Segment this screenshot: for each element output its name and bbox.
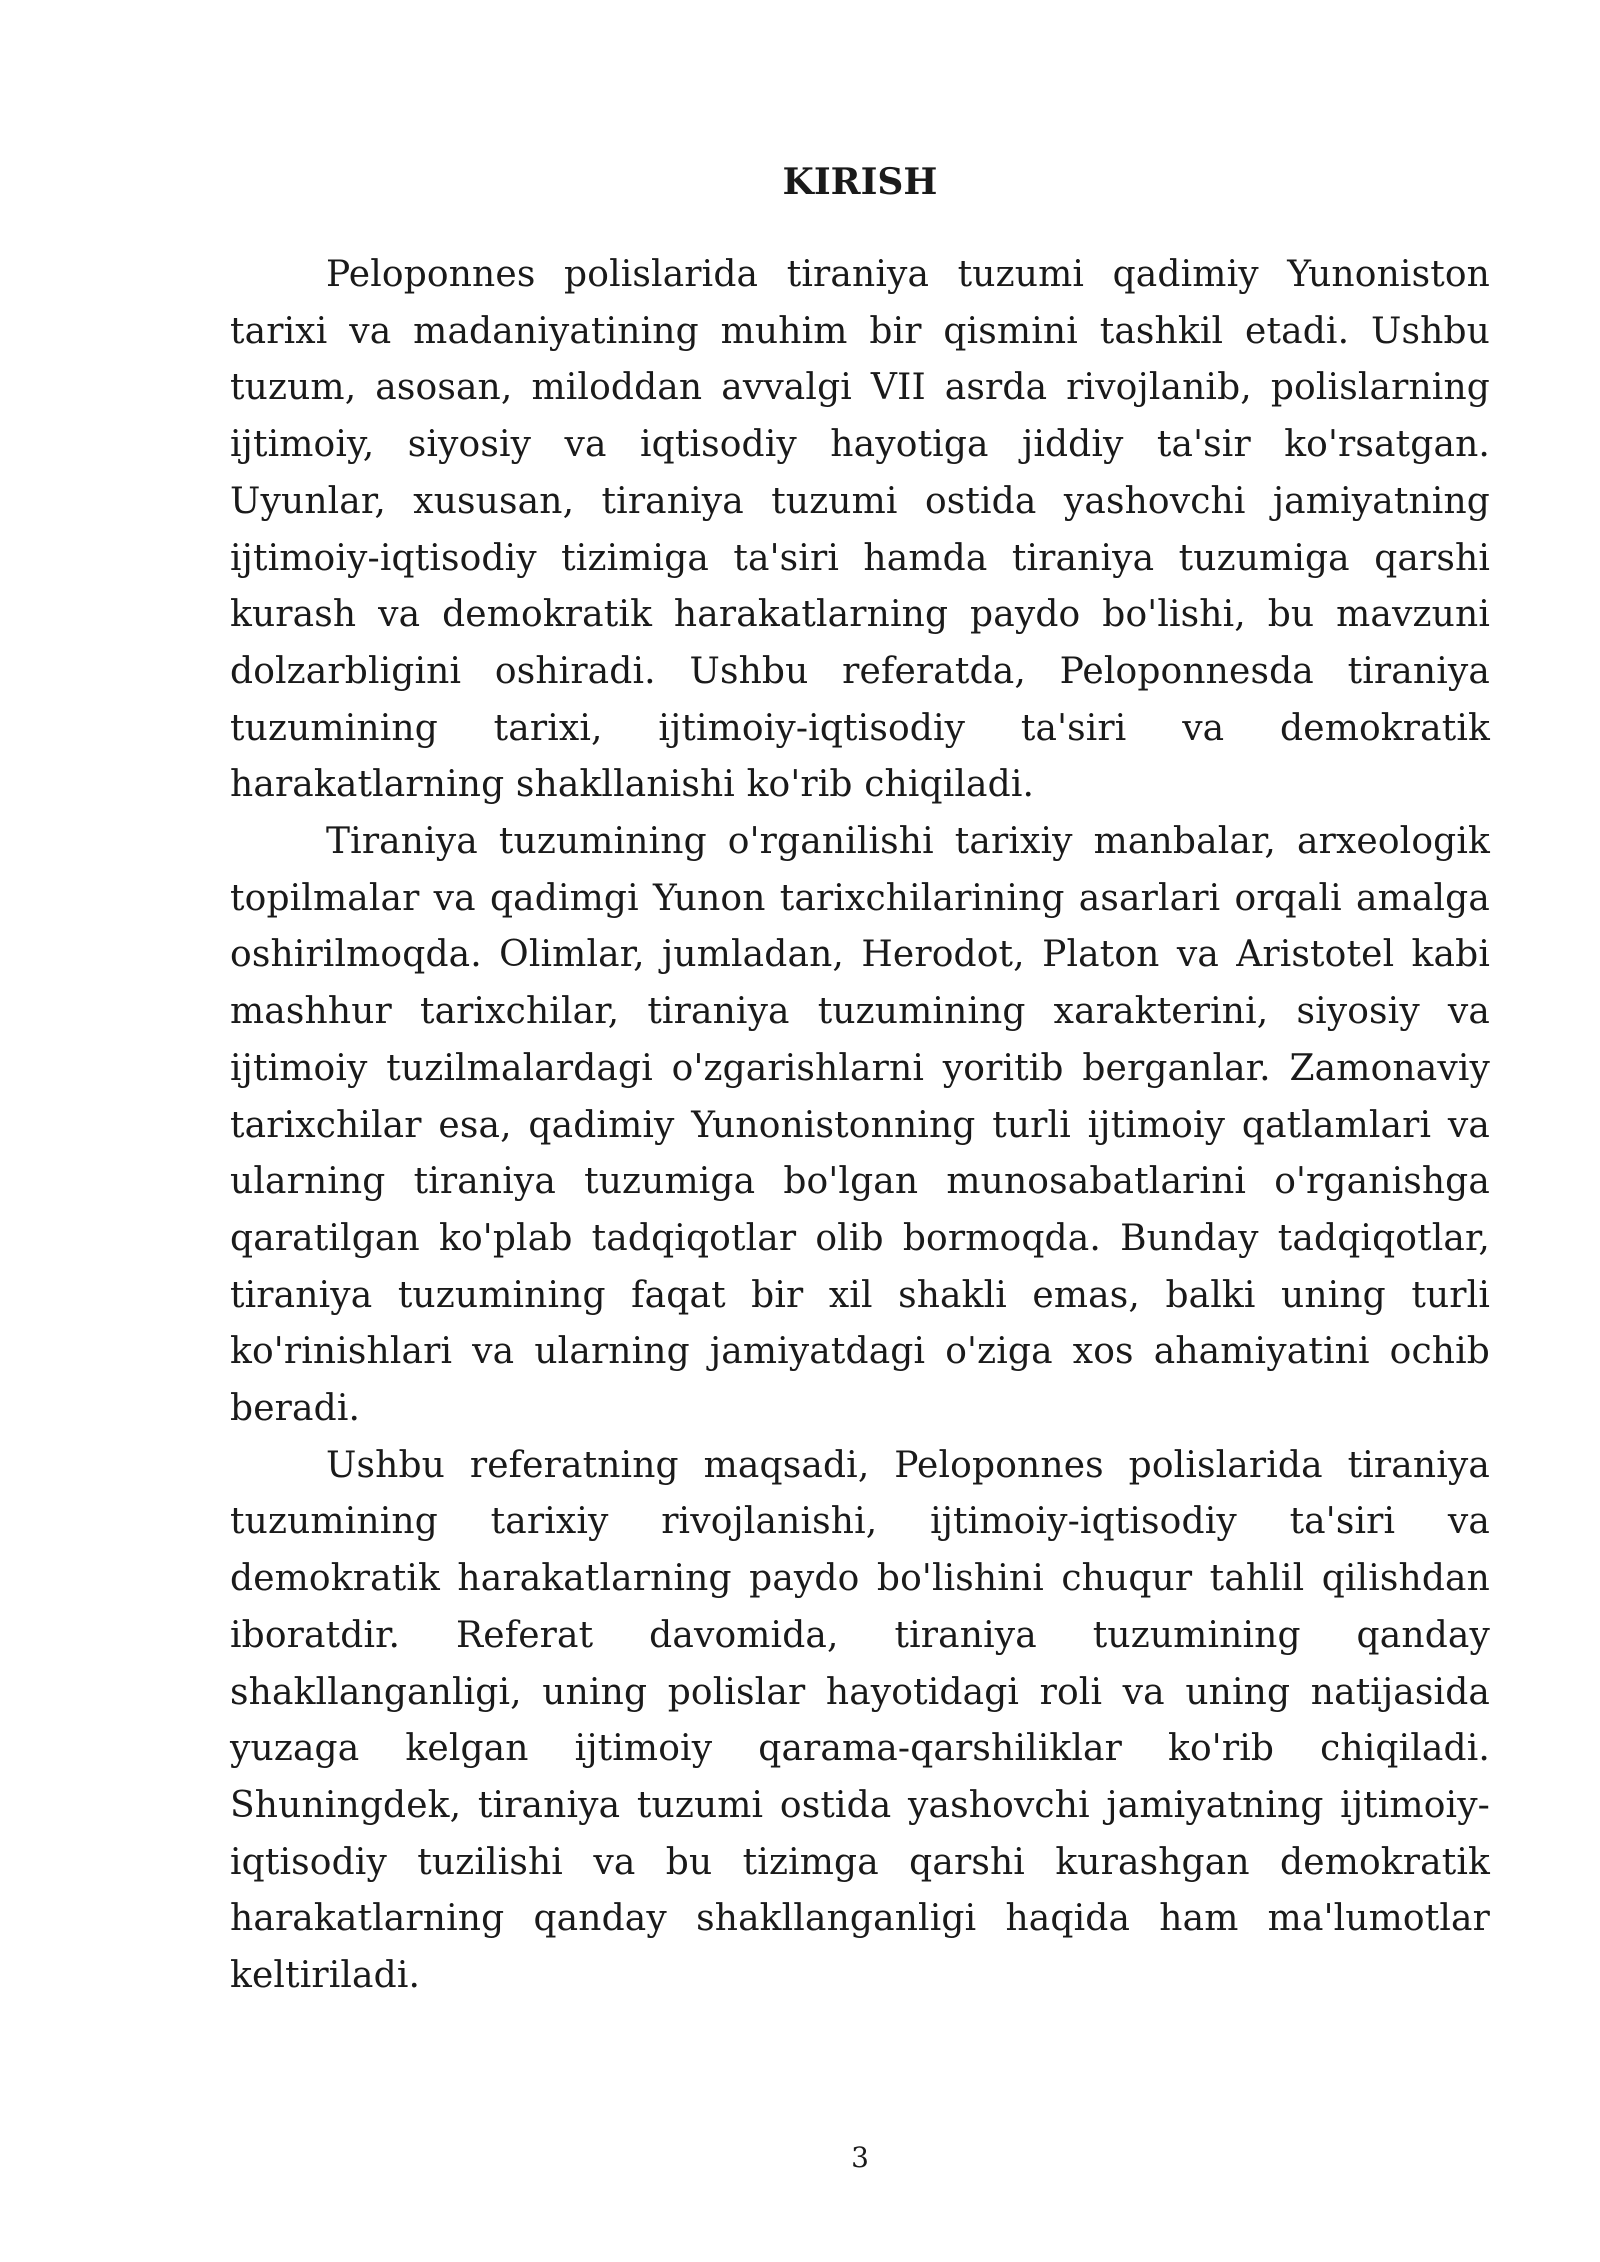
paragraph-2: Tiraniya tuzumining o'rganilishi tarixiy manbalar, arxeologik topilmalar va qadimgi Yunon tarixchilarining asarlari orqali amalga oshirilmoqda. Olimlar, jumladan, Herodot, Platon va Aristotel kabi mashhur tarixchilar, tiraniya tuzumining xarakterini, siyosiy va ijtimoiy tuzilmalardagi o'zgarishlarni yoritib berganlar. Zamonaviy tarixchilar esa, qadimiy Yunonistonning turli ijtimoiy qatlamlari va ularning tiraniya tuzumiga bo'lgan munosabatlarini o'rganishga qaratilgan ko'plab tadqiqotlar olib bormoqda. Bunday tadqiqotlar, tiraniya tuzumining faqat bir xil shakli emas, balki uning turli ko'rinishlari va ularning jamiyatdagi o'ziga xos ahamiyatini ochib beradi. bbox=[230, 821, 1490, 1430]
paragraph-3: Ushbu referatning maqsadi, Peloponnes polislarida tiraniya tuzumining tarixiy rivojlanishi, ijtimoiy-iqtisodiy ta'siri va demokratik harakatlarning paydo bo'lishini chuqur tahlil qilishdan iboratdir. Referat davomida, tiraniya tuzumining qanday shakllanganligi, uning polislar hayotidagi roli va uning natijasida yuzaga kelgan ijtimoiy qarama-qarshiliklar ko'rib chiqiladi. Shuningdek, tiraniya tuzumi ostida yashovchi jamiyatning ijtimoiy-iqtisodiy tuzilishi va bu tizimga qarshi kurashgan demokratik harakatlarning qanday shakllanganligi haqida ham ma'lumotlar keltiriladi. bbox=[230, 1444, 1490, 1997]
page-number: 3 bbox=[851, 2141, 869, 2174]
section-title: KIRISH bbox=[782, 161, 938, 203]
body-text bbox=[230, 247, 1490, 2005]
paragraph-1: Peloponnes polislarida tiraniya tuzumi qadimiy Yunoniston tarixi va madaniyatining muhim bir qismini tashkil etadi. Ushbu tuzum, asosan, miloddan avvalgi VII asrda rivojlanib, polislarning ijtimoiy, siyosiy va iqtisodiy hayotiga jiddiy ta'sir ko'rsatgan. Uyunlar, xususan, tiraniya tuzumi ostida yashovchi jamiyatning ijtimoiy-iqtisodiy tizimiga ta'siri hamda tiraniya tuzumiga qarshi kurash va demokratik harakatlarning paydo bo'lishi, bu mavzuni dolzarbligini oshiradi. Ushbu referatda, Peloponnesda tiraniya tuzumining tarixi, ijtimoiy-iqtisodiy ta'siri va demokratik harakatlarning shakllanishi ko'rib chiqiladi. bbox=[230, 254, 1490, 806]
